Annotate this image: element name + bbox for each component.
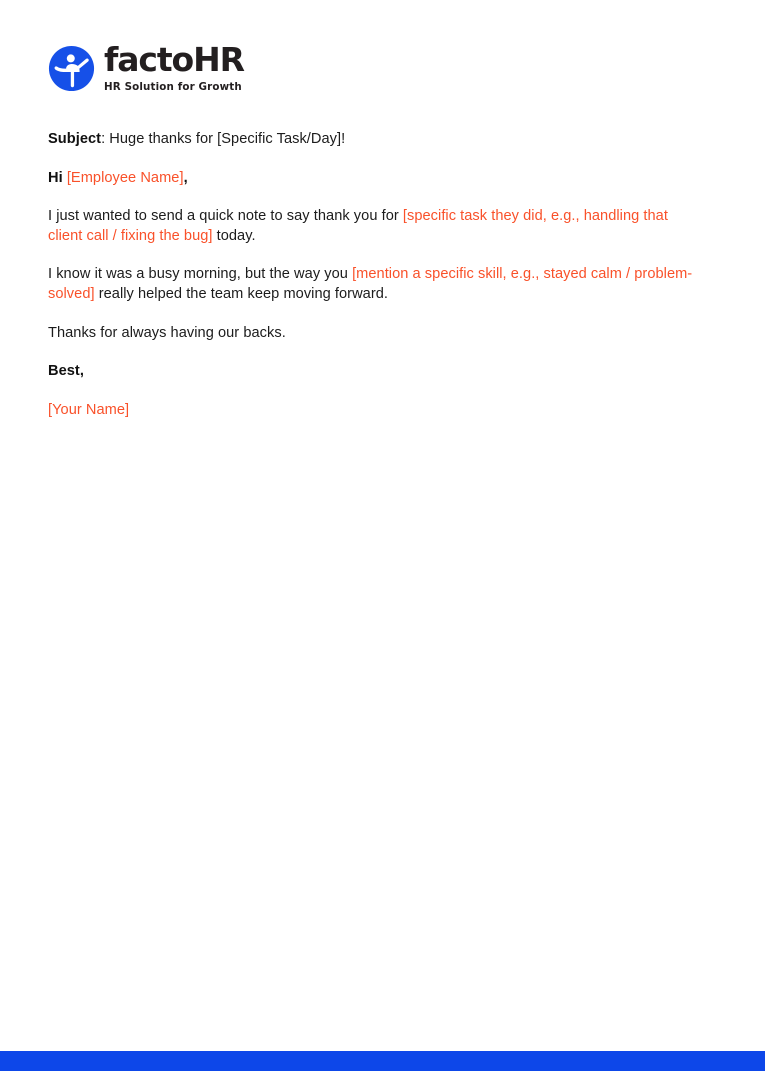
subject-line [48, 130, 696, 150]
greeting-placeholder: [Employee Name] [66, 169, 184, 186]
footer-accent-bar [0, 1051, 765, 1071]
paragraph-1 [48, 207, 696, 246]
paragraph-1-part-2: today. [212, 227, 256, 244]
subject-text: Huge thanks for [Specific Task/Day]! [109, 131, 346, 147]
paragraph-1-part-1: I just wanted to send a quick note to say thank you for [48, 208, 403, 225]
paragraph-3: Thanks for always having our backs. [48, 324, 286, 341]
email-body [48, 130, 696, 420]
greeting-punctuation: , [183, 169, 188, 186]
subject-label: Subject [48, 131, 102, 147]
signature-placeholder: [Your Name] [48, 401, 130, 418]
paragraph-2-part-1: I know it was a busy morning, but the way you [48, 266, 353, 283]
paragraph-2 [48, 265, 696, 304]
brand-logo [48, 40, 244, 94]
subject-separator: : [101, 131, 110, 147]
brand-wordmark: factoHR [104, 40, 244, 79]
greeting-salutation: Hi [48, 169, 67, 186]
paragraph-2-part-2: really helped the team keep moving forward. [94, 285, 389, 302]
signoff-line: Best, [48, 363, 84, 380]
paragraph-2-placeholder: [mention a specific skill, e.g., stayed calm / problem-solved] [48, 266, 693, 302]
greeting-line [48, 169, 696, 189]
factohr-person-logo-icon [48, 45, 95, 92]
paragraph-1-placeholder: [specific task they did, e.g., handling that client call / fixing the bug] [48, 208, 668, 244]
brand-logo-text [104, 40, 244, 94]
brand-tagline: HR Solution for Growth [104, 81, 242, 93]
